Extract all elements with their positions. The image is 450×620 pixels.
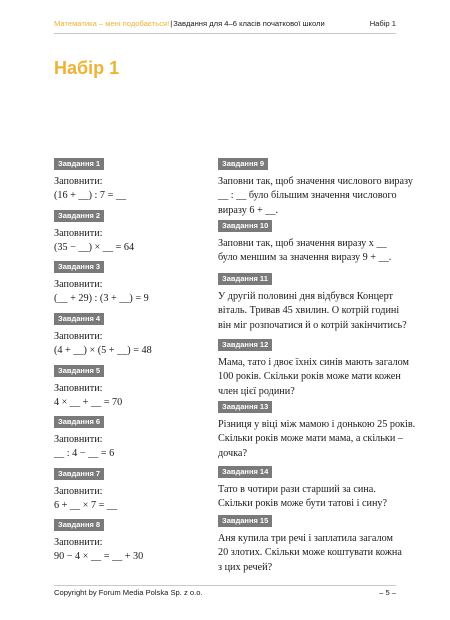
task-number-badge: Завдання 1 [54,158,104,170]
task-number-badge: Завдання 7 [54,468,104,480]
copyright-text: Copyright by Forum Media Polska Sp. z o.o. [54,588,203,597]
task-text [54,227,204,256]
task-text [218,290,407,333]
task-text [218,532,402,575]
task-number-badge: Завдання 14 [218,466,272,478]
task-text-line: Скільки років може мати мама, а скільки – [218,433,403,445]
task-text [218,418,416,461]
task-text-line: __ : __ було більшим значення числового [218,190,397,202]
task-text-line: Заповни так, щоб значення числового виразу [218,176,413,187]
task-12 [218,334,409,399]
task-14 [218,461,398,512]
task-text-line: (4 + __) × (5 + __) = 48 [54,345,152,357]
page-header [54,15,396,31]
task-13 [218,396,416,461]
task-number-badge: Завдання 15 [218,515,272,527]
task-text [218,175,413,218]
task-number-badge: Завдання 11 [218,273,272,285]
task-1 [54,153,204,204]
task-number-badge: Завдання 6 [54,416,104,428]
task-number-badge: Завдання 4 [54,313,104,325]
task-text [54,433,204,462]
page-footer [54,588,396,597]
task-text-line: віталь. Тривав 45 хвилин. О котрій годині [218,305,400,317]
header-separator: | [170,18,173,28]
task-text-line: дочка? [218,447,247,459]
task-number-badge: Завдання 10 [218,220,272,232]
task-11 [218,268,407,333]
task-text-line: член цієї родини? [218,385,295,397]
task-10 [218,215,398,266]
task-text [54,382,204,411]
task-text [54,175,204,204]
task-text-line: було меншим за значення виразу 9 + __. [218,252,392,264]
task-4 [54,308,204,359]
task-9 [218,153,413,218]
task-text-line: Заповнити: [54,176,103,187]
page-number: – 5 – [379,588,396,597]
task-text-line: (16 + __) : 7 = __ [54,190,127,202]
task-number-badge: Завдання 8 [54,519,104,531]
header-divider [54,33,396,34]
task-number-badge: Завдання 3 [54,261,104,273]
task-text-line: з цих речей? [218,561,273,573]
task-text-line: Заповни так, щоб значення виразу x __ [218,238,387,249]
task-text-line: 100 років. Скільки років може мати кожен [218,371,401,383]
task-text [218,237,398,266]
footer-divider [54,585,396,586]
task-text-line: Аня купила три речі і заплатила загалом [218,533,393,544]
task-text-line: (__ + 29) : (3 + __) = 9 [54,293,149,305]
task-text [218,483,398,512]
task-text [218,356,409,399]
task-text-line: Різниця у віці між мамою і донькою 25 років. [218,419,416,430]
task-7 [54,463,204,514]
task-text-line: 6 + __ × 7 = __ [54,500,118,512]
page-title: Набір 1 [54,58,120,78]
task-5 [54,360,204,411]
task-number-badge: Завдання 12 [218,339,272,351]
task-text [54,278,204,307]
task-text-line: Заповнити: [54,331,103,342]
task-text-line: Заповнити: [54,279,103,290]
task-text-line: 4 × __ + __ = 70 [54,397,123,409]
task-2 [54,205,204,256]
task-text [54,485,204,514]
task-number-badge: Завдання 13 [218,401,272,413]
book-subtitle: Завдання для 4–6 класів початкової школи [173,18,325,28]
task-text-line: У другій половині дня відбувся Концерт [218,291,393,302]
task-text-line: 90 − 4 × __ = __ + 30 [54,551,144,563]
task-text-line: Мама, тато і двоє їхніх синів мають загалом [218,357,409,368]
task-8 [54,514,204,565]
task-text [54,536,204,565]
task-text-line: Тато в чотири рази старший за сина. [218,484,376,495]
task-text-line: він міг розпочатися й о котрій закінчитись? [218,319,407,331]
task-text [54,330,204,359]
task-3 [54,256,204,307]
task-number-badge: Завдання 5 [54,365,104,377]
task-text-line: Заповнити: [54,486,103,497]
task-text-line: 20 злотих. Скільки може коштувати кожна [218,547,402,559]
task-number-badge: Завдання 9 [218,158,268,170]
task-15 [218,510,402,575]
task-text-line: виразу 6 + __. [218,204,278,216]
series-title: Математика – мені подобається! [54,18,170,28]
task-text-line: Заповнити: [54,434,103,445]
task-text-line: __ : 4 − __ = 6 [54,448,115,460]
header-set-label: Набір 1 [369,18,396,28]
task-text-line: Скільки років може бути татові і сину? [218,498,388,510]
task-text-line: Заповнити: [54,383,103,394]
task-6 [54,411,204,462]
task-text-line: Заповнити: [54,228,103,239]
task-number-badge: Завдання 2 [54,210,104,222]
task-text-line: (35 − __) × __ = 64 [54,242,135,254]
task-text-line: Заповнити: [54,537,103,548]
